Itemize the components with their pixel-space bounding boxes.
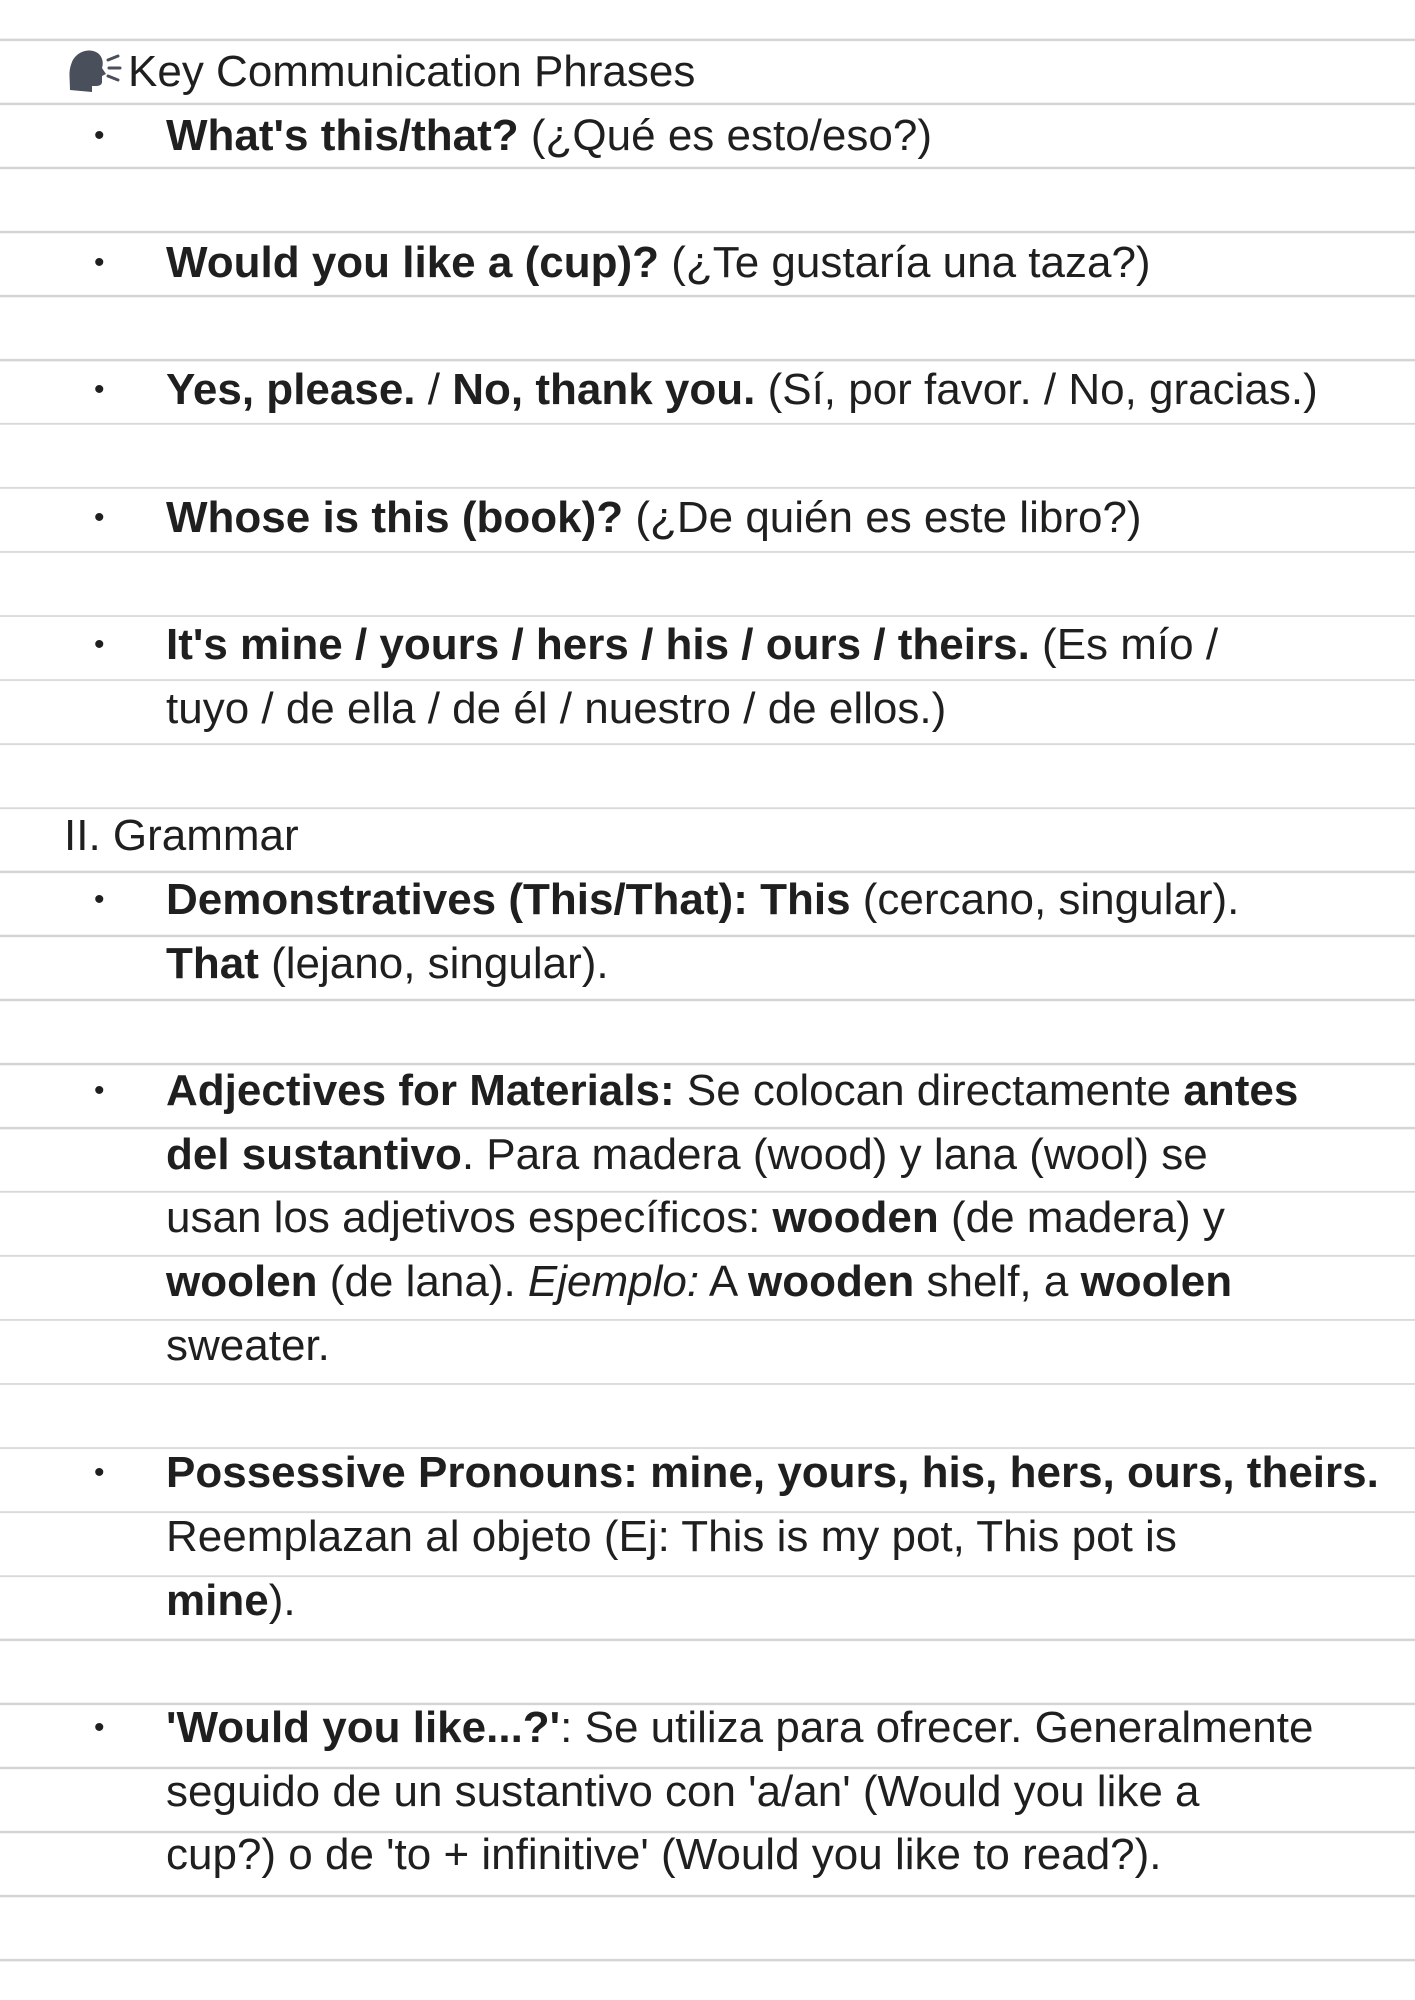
phrase-english: What's this/that? (166, 110, 519, 160)
list-item (0, 486, 1415, 550)
phrase-spanish: (¿Qué es esto/eso?) (518, 110, 932, 160)
grammar-term: wooden (772, 1193, 939, 1243)
grammar-text: sweater. (166, 1320, 330, 1370)
grammar-term: That (166, 938, 259, 988)
list-item (0, 104, 1415, 168)
list-item-continuation (0, 1823, 1415, 1887)
grammar-text: cup?) o de 'to + infinitive' (Would you like to read?). (166, 1830, 1162, 1880)
list-item-continuation (0, 1569, 1415, 1633)
grammar-term: Demonstratives (This/That): This (166, 874, 851, 924)
list-item-continuation (0, 1505, 1415, 1569)
phrase-spanish: (¿De quién es este libro?) (623, 492, 1142, 542)
separator: / (415, 365, 453, 415)
grammar-text: shelf, a (914, 1257, 1081, 1307)
bullet: • (94, 500, 105, 534)
phrase-spanish: (Sí, por favor. / No, gracias.) (755, 365, 1318, 415)
grammar-text: . Para madera (wood) y lana (wool) se (461, 1129, 1208, 1179)
grammar-text: (de madera) y (938, 1193, 1225, 1243)
list-item (0, 358, 1415, 422)
grammar-term: 'Would you like...?' (166, 1702, 561, 1752)
grammar-term: wooden (748, 1257, 915, 1307)
bullet: • (94, 118, 105, 152)
list-item-continuation (0, 1186, 1415, 1250)
list-item-continuation (0, 932, 1415, 996)
list-item (0, 1441, 1415, 1505)
bullet: • (94, 246, 105, 280)
bullet: • (94, 1074, 105, 1107)
list-item (0, 1059, 1415, 1123)
grammar-text: Se colocan directamente (674, 1066, 1184, 1115)
grammar-term: woolen (1080, 1257, 1233, 1307)
notes-content (0, 40, 1415, 1887)
phrase-english: Whose is this (book)? (166, 492, 624, 542)
grammar-text: A (699, 1257, 749, 1307)
bullet: • (94, 628, 105, 662)
grammar-text: : Se utiliza para ofrecer. Generalmente (560, 1702, 1314, 1752)
phrase-english: It's mine / yours / hers / his / ours / theirs. (166, 620, 1030, 670)
phrase-spanish: (Es mío / (1029, 620, 1219, 670)
grammar-term: del sustantivo (166, 1129, 462, 1179)
list-item (0, 1696, 1415, 1760)
list-item (0, 613, 1415, 677)
grammar-text: usan los adjetivos específicos: (166, 1193, 773, 1243)
phrase-english: Would you like a (cup)? (166, 238, 659, 288)
section-title: Key Communication Phrases (128, 47, 696, 96)
grammar-term: Possessive Pronouns: mine, yours, his, hers, ours, theirs. (166, 1448, 1379, 1498)
phrase-spanish: tuyo / de ella / de él / nuestro / de ellos.) (166, 683, 947, 733)
list-item-continuation (0, 677, 1415, 741)
grammar-term: antes (1183, 1066, 1299, 1115)
grammar-term: Adjectives for Materials: (166, 1066, 675, 1115)
list-item-continuation (0, 1123, 1415, 1187)
grammar-text: Reemplazan al objeto (Ej: This is my pot, This pot is (166, 1511, 1177, 1561)
list-item-continuation (0, 1250, 1415, 1314)
grammar-term: woolen (166, 1257, 318, 1307)
grammar-term: mine (166, 1575, 269, 1625)
example-label: Ejemplo: (527, 1257, 700, 1307)
phrase-spanish: (¿Te gustaría una taza?) (658, 238, 1151, 288)
list-item-continuation (0, 1760, 1415, 1824)
grammar-text: (cercano, singular). (850, 874, 1240, 924)
list-item (0, 231, 1415, 295)
phrase-english: Yes, please. (166, 365, 416, 415)
grammar-text: ). (268, 1575, 296, 1625)
section-title: II. Grammar (64, 811, 299, 861)
grammar-text: (lejano, singular). (258, 938, 609, 988)
speaking-head-icon (64, 46, 122, 94)
bullet: • (94, 373, 105, 407)
section-heading-grammar (0, 804, 1415, 868)
section-heading-key-phrases (0, 40, 1415, 104)
bullet: • (94, 1710, 105, 1744)
list-item (0, 868, 1415, 932)
grammar-text: (de lana). (317, 1257, 528, 1307)
grammar-text: seguido de un sustantivo con 'a/an' (Would you like a (166, 1766, 1200, 1816)
bullet: • (94, 1456, 105, 1490)
bullet: • (94, 882, 105, 916)
phrase-english: No, thank you. (452, 365, 756, 415)
list-item-continuation (0, 1314, 1415, 1378)
